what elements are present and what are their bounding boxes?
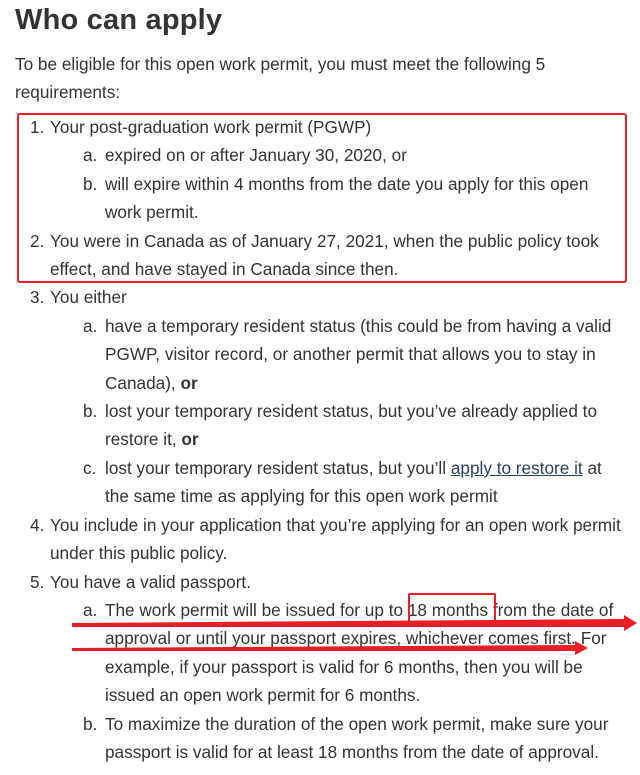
list-number: 5. bbox=[30, 571, 45, 592]
list-number: 3. bbox=[30, 287, 45, 308]
sub-item-text: expired on or after January 30, 2020, or bbox=[105, 145, 407, 166]
section-heading: Who can apply bbox=[15, 4, 223, 36]
or-emphasis: or bbox=[181, 429, 199, 450]
list-letter: a. bbox=[83, 315, 98, 336]
sub-item-text: will expire within 4 months from the date you apply for this open work permit. bbox=[105, 173, 589, 223]
requirement-text: You either bbox=[50, 287, 127, 308]
list-letter: a. bbox=[83, 145, 98, 166]
list-letter: c. bbox=[83, 457, 97, 478]
requirement-text: Your post-graduation work permit (PGWP) bbox=[50, 117, 372, 137]
sub-item-text: To maximize the duration of the open work permit, make sure your passport is valid for at least 18 months from the date of approval. bbox=[105, 713, 609, 762]
sub-item-text: have a temporary resident status (this could be from having a valid PGWP, visitor record, or another permit that allows you to stay in Canada), bbox=[105, 315, 612, 393]
sub-item-text: lost your temporary resident status, but you’ve already applied to restore it, bbox=[105, 401, 598, 450]
requirement-text: You have a valid passport. bbox=[50, 571, 251, 592]
list-number: 2. bbox=[30, 230, 45, 251]
sub-item-text: at the same time as applying for this open work permit bbox=[105, 457, 602, 507]
arrow-1 bbox=[72, 615, 637, 631]
list-number: 4. bbox=[30, 514, 45, 535]
list-letter: a. bbox=[83, 599, 98, 620]
highlighted-duration: 18 months bbox=[407, 599, 489, 620]
list-letter: b. bbox=[83, 713, 98, 734]
sub-item-text: from the date of approval or until your passport expires, whichever comes first. For example, if your passport is valid for 6 months, then you will be issued an open work permit for 6 months. bbox=[105, 599, 614, 706]
intro-text: To be eligible for this open work permit, you must meet the following 5 requirements: bbox=[15, 54, 546, 103]
requirement-text: You include in your application that you’re applying for an open work permit under this public policy. bbox=[50, 514, 621, 564]
arrow-2 bbox=[72, 641, 588, 655]
list-letter: b. bbox=[83, 173, 98, 194]
sub-item-text: The work permit will be issued for up to bbox=[105, 599, 404, 620]
or-emphasis: or bbox=[180, 372, 198, 393]
sub-item-text: lost your temporary resident status, but you’ll bbox=[105, 457, 447, 478]
apply-to-restore-link[interactable]: apply to restore it bbox=[450, 457, 583, 478]
list-letter: b. bbox=[83, 401, 98, 422]
list-number: 1. bbox=[30, 117, 45, 137]
requirement-text: You were in Canada as of January 27, 2021, when the public policy took effect, and have stayed in Canada since then. bbox=[50, 230, 599, 280]
